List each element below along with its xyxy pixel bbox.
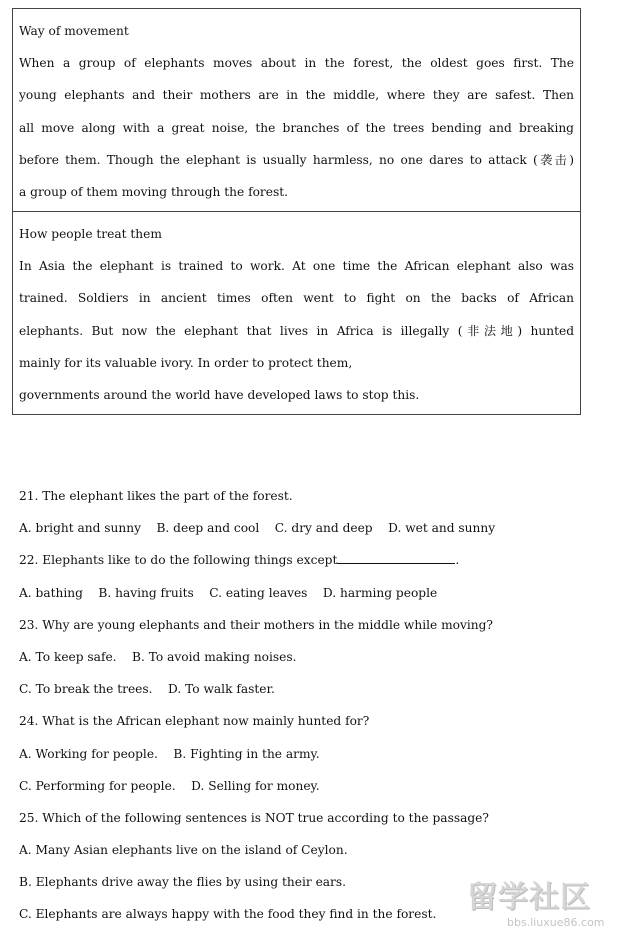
site-watermark (467, 880, 617, 940)
question-23-stem: 23. Why are young elephants and their mothers in the middle while moving? (19, 617, 493, 632)
question-22-stem: 22. Elephants like to do the following things except (19, 553, 338, 568)
question-24-stem: 24. What is the African elephant now mainly hunted for? (19, 714, 370, 729)
question-22-end: . (455, 553, 460, 568)
question-list (19, 487, 609, 938)
question-22-stem-line (19, 551, 609, 583)
question-21-stem: 21. The elephant likes the part of the forest. (19, 489, 293, 503)
watermark-url: bbs.liuxue86.com (507, 916, 605, 929)
question-24-options-1: A. Working for people. B. Fighting in the army. (19, 746, 320, 761)
section-heading: How people treat them (19, 227, 162, 241)
passage-section-movement (12, 8, 581, 212)
question-23-options-2: C. To break the trees. D. To walk faster. (19, 682, 275, 697)
question-21-options: A. bright and sunny B. deep and cool C. dry and deep D. wet and sunny (19, 521, 496, 536)
question-22-options: A. bathing B. having fruits C. eating leaves D. harming people (19, 585, 438, 600)
passage-line: all move along with a great noise, the branches of the trees bending and breaking (19, 120, 574, 135)
question-25-option-a: A. Many Asian elephants live on the island of Ceylon. (19, 843, 348, 858)
question-25-stem: 25. Which of the following sentences is NOT true according to the passage? (19, 810, 489, 825)
passage-line: young elephants and their mothers are in the middle, where they are safest. Then (19, 88, 574, 103)
passage-line: trained. Soldiers in ancient times often went to fight on the backs of African (19, 291, 574, 306)
answer-blank (337, 551, 455, 564)
watermark-logo-text: 留学社区 (467, 880, 591, 915)
question-25-option-b: B. Elephants drive away the flies by using their ears. (19, 875, 347, 890)
passage-line: before them. Though the elephant is usually harmless, no one dares to attack (袭击) (19, 152, 574, 167)
question-24-options-2: C. Performing for people. D. Selling for money. (19, 778, 320, 793)
passage-line: a group of them moving through the forest. (19, 184, 288, 199)
section-heading: Way of movement (19, 24, 129, 38)
passage-line: governments around the world have developed laws to stop this. (19, 387, 420, 402)
question-25-option-c: C. Elephants are always happy with the food they find in the forest. (19, 907, 437, 922)
passage-line: When a group of elephants moves about in the forest, the oldest goes first. The (19, 56, 574, 71)
passage-line: In Asia the elephant is trained to work. At one time the African elephant also was (19, 259, 574, 274)
passage-line: mainly for its valuable ivory. In order to protect them, (19, 355, 353, 370)
question-23-options-1: A. To keep safe. B. To avoid making noises. (19, 649, 297, 664)
passage-section-treatment (12, 211, 581, 415)
passage-line: elephants. But now the elephant that lives in Africa is illegally (非法地) hunted (19, 323, 574, 338)
